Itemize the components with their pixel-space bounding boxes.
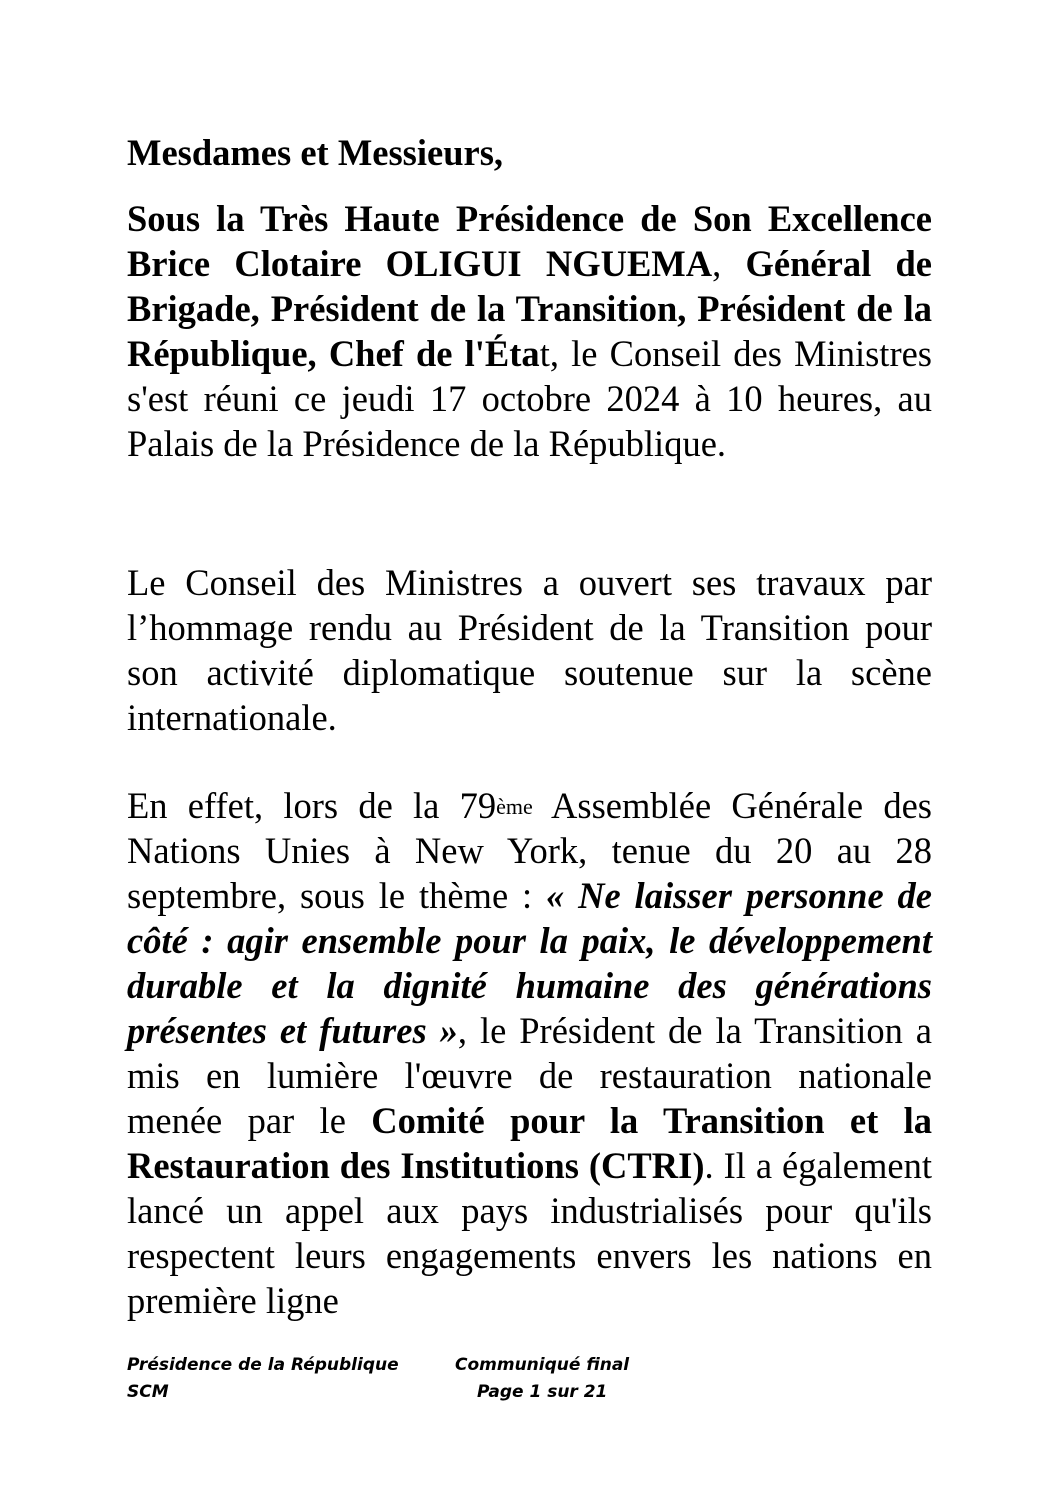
comma: , xyxy=(712,243,746,284)
opening-text: t, le Conseil des Ministres s'est réuni ce jeudi 17 octobre 2024 à 10 heures, au Palais de la Présidence de la République. xyxy=(127,333,932,464)
paragraph-tribute: Le Conseil des Ministres a ouvert ses travaux par l’hommage rendu au Président de la Transition pour son activité diplomatique soutenue sur la scène internationale. xyxy=(127,562,932,738)
committee-name: Comité pour la Transition et la Restauration des Institutions (CTRI) xyxy=(127,1100,932,1186)
closing-text: . Il a également lancé un appel aux pays industrialisés pour qu'ils respectent leurs engagements envers les nations en première ligne xyxy=(127,1145,932,1321)
footer-page-number: Page 1 sur 21 xyxy=(477,1382,608,1402)
footer-doc-type: Communiqué final xyxy=(455,1355,630,1375)
footer-issuer: Présidence de la République xyxy=(127,1355,399,1375)
salutation: Mesdames et Messieurs, xyxy=(127,132,504,173)
assembly-text: Assemblée Générale des Nations Unies à New York, tenue du 20 au 28 septembre, sous le thème : xyxy=(127,785,933,916)
footer-department: SCM xyxy=(127,1382,169,1402)
theme-followup: , le Président de la Transition a mis en lumière l'œuvre de restauration nationale menée par le xyxy=(127,1010,932,1141)
ordinal-superscript: ème xyxy=(496,794,533,819)
paragraph-un-assembly xyxy=(127,783,932,1323)
assembly-theme: « Ne laisser personne de côté : agir ensemble pour la paix, le développement durable et la dignité humaine des générations présentes et futures » xyxy=(127,875,932,1051)
assembly-lead: En effet, lors de la 79 xyxy=(127,785,497,826)
president-titles: Général de Brigade, Président de la Transition, Président de la République, Chef de l'Éta xyxy=(127,243,932,374)
president-name: Sous la Très Haute Présidence de Son Excellence Brice Clotaire OLIGUI NGUEMA xyxy=(127,198,932,284)
paragraph-opening xyxy=(127,196,932,466)
